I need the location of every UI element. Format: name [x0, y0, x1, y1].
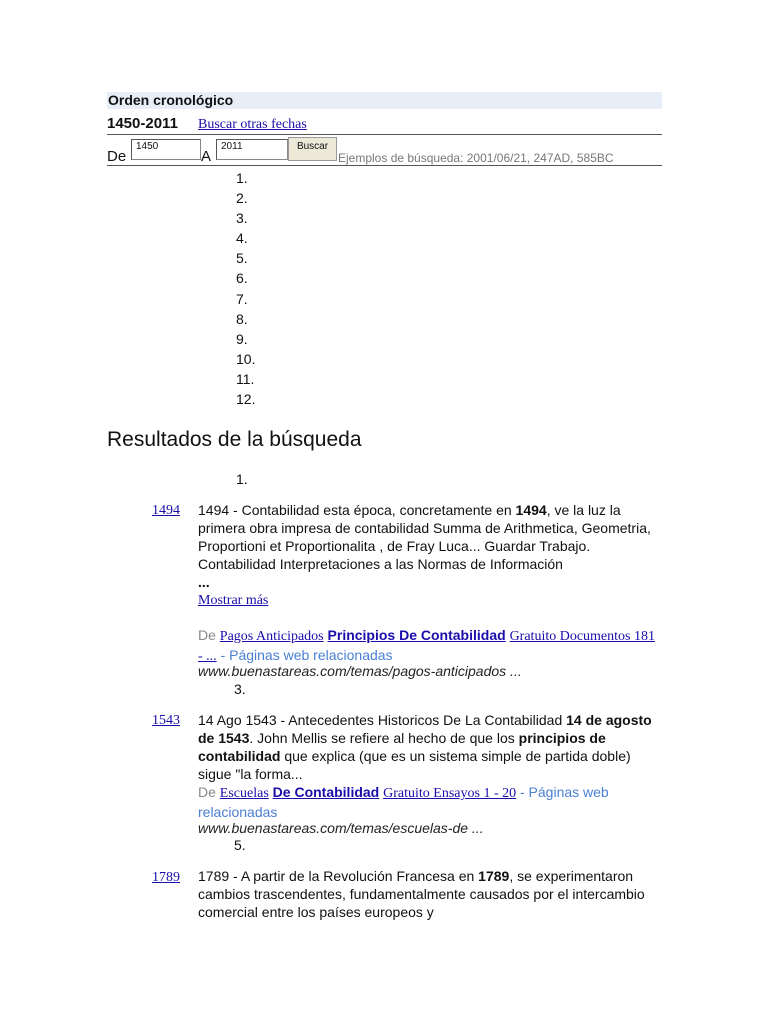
numbered-list [236, 168, 255, 409]
list-item: 12. [236, 391, 256, 408]
from-label: De [107, 148, 127, 165]
result-snippet: 14 Ago 1543 - Antecedentes Historicos De La Contabilidad 14 de agosto de 1543. John Mellis se refiere al hecho de que los principios de contabilidad que explica (que es un sistema simple de partida doble) sigue "la forma... [198, 712, 652, 782]
to-year-input[interactable]: 2011 [216, 139, 288, 160]
list-item: 11. [236, 370, 255, 387]
source-link[interactable]: Pagos Anticipados [219, 629, 324, 644]
search-examples: Ejemplos de búsqueda: 2001/06/21, 247AD, 585BC [338, 151, 614, 165]
divider [107, 165, 662, 166]
from-year-input[interactable]: 1450 [131, 139, 201, 160]
list-item: 7. [236, 290, 248, 307]
related-pages-link[interactable]: - Páginas web relacionadas [220, 647, 393, 663]
result-number: 3. [234, 681, 246, 697]
date-range: 1450-2011 [107, 115, 178, 132]
results-heading: Resultados de la búsqueda [107, 428, 362, 451]
to-label: A [201, 148, 212, 165]
result-url: www.buenastareas.com/temas/escuelas-de ... [198, 820, 484, 836]
list-item: 5. [236, 250, 248, 267]
divider [107, 134, 662, 135]
source-link[interactable]: Principios De Contabilidad [327, 627, 506, 643]
result-snippet: 1789 - A partir de la Revolución Francesa en 1789, se experimentaron cambios trascendentes, fundamentalmente causados por el intercambio comercial entre los países europeos y [198, 868, 645, 920]
result-url: www.buenastareas.com/temas/pagos-anticipados ... [198, 663, 522, 679]
section-title: Orden cronológico [108, 92, 234, 108]
search-button[interactable]: Buscar [288, 137, 337, 161]
list-item: 6. [236, 270, 248, 287]
result-number: 1. [236, 471, 248, 487]
other-dates-link[interactable]: Buscar otras fechas [198, 117, 307, 132]
result-snippet: 1494 - Contabilidad esta época, concretamente en 1494, ve la luz la primera obra impresa de contabilidad Summa de Arithmetica, Geometria, Proportioni et Proportionalita , de Fray Luca... Guardar Trabajo. Contabilidad Interpretaciones a las Normas de Información ... [198, 502, 651, 590]
list-item: 1. [236, 170, 248, 186]
list-item: 8. [236, 310, 248, 327]
year-link[interactable]: 1789 [152, 870, 180, 885]
related-pages-link[interactable]: - Páginas web relacionadas [198, 784, 609, 820]
source-link[interactable]: Gratuito Documentos 181 - ... [198, 629, 655, 664]
year-link[interactable]: 1543 [152, 713, 180, 728]
show-more-link[interactable]: Mostrar más [198, 593, 269, 608]
result-number: 5. [234, 837, 246, 853]
list-item: 2. [236, 190, 248, 207]
source-link[interactable]: Escuelas [219, 786, 269, 801]
year-link[interactable]: 1494 [152, 503, 180, 518]
list-item: 3. [236, 210, 248, 227]
source-link[interactable]: Gratuito Ensayos 1 - 20 [383, 786, 517, 801]
source-link[interactable]: De Contabilidad [272, 784, 380, 800]
result-source: De Pagos Anticipados Principios De Contabilidad Gratuito Documentos 181 - ... - Páginas web relacionadas [198, 627, 655, 664]
list-item: 4. [236, 230, 248, 247]
result-source: De Escuelas De Contabilidad Gratuito Ensayos 1 - 20 - Páginas web relacionadas [198, 784, 609, 820]
list-item: 9. [236, 330, 248, 347]
list-item: 10. [236, 350, 256, 367]
